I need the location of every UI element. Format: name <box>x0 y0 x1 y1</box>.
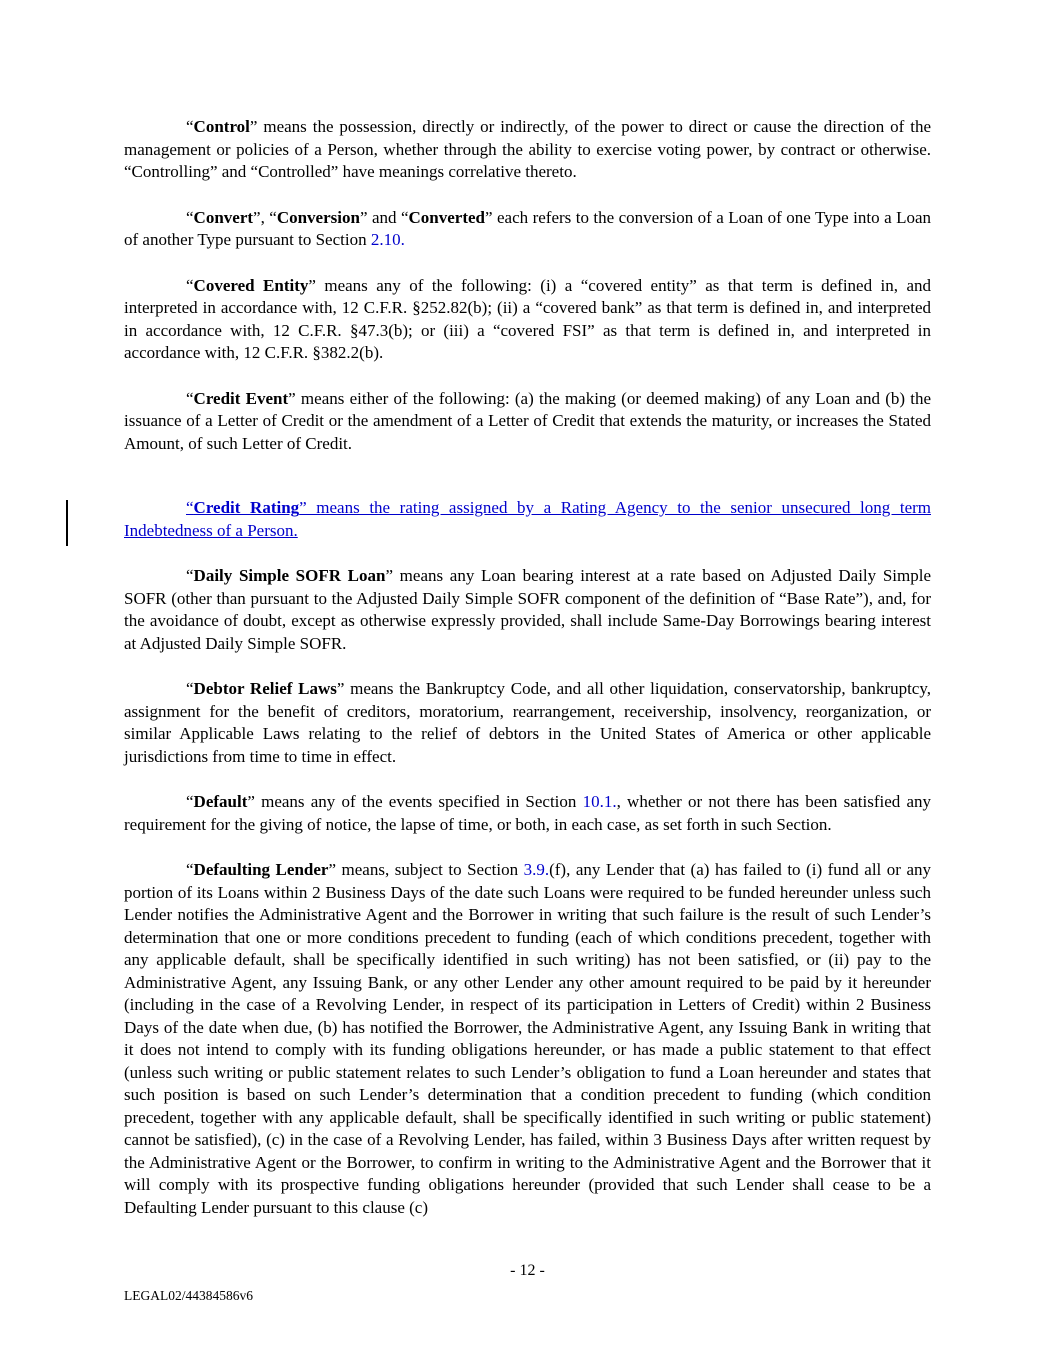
definition-credit-event <box>124 388 931 456</box>
text-run: ” means any of the following: (i) a “covered entity” as that term is defined in, and interpreted in accordance with, 12 C.F.R. §252.82(b); (ii) a “covered bank” as that term is defined in, and interpreted in accordance with, 12 C.F.R. §47.3(b); or (iii) a “covered FSI” as that term is defined in, and interpreted in accordance with, 12 C.F.R. §382.2(b). <box>124 275 931 362</box>
revision-change-bar <box>66 500 68 546</box>
definition-debtor-relief-laws <box>124 678 931 768</box>
text-run: (f), any Lender that (a) has failed to (i) fund all or any portion of its Loans within 2 Business Days of the date such Loans were required to be funded hereunder unless such Lender notifies the Administrative Agent and the Borrower in writing that such failure is the result of such Lender’s determination that one or more conditions precedent to funding (each of which conditions precedent, together with any applicable default, shall be specifically identified in such writing) has not been satisfied, or (ii) pay to the Administrative Agent, any Issuing Bank, or any other Lender any other amount required to be paid by it hereunder (including in the case of a Revolving Lender, in respect of its participation in Letters of Credit) within 2 Business Days of the date when due, (b) has notified the Borrower, the Administrative Agent, any Issuing Bank in writing that it does not intend to comply with its funding obligations hereunder, or has made a public statement to that effect (unless such writing or public statement relates to such Lender’s obligation to fund a Loan hereunder and states that such position is based on such Lender’s determination that a condition precedent to funding (which condition precedent, together with any applicable default, shall be specifically identified in such writing or public statement) cannot be satisfied), (c) in the case of a Revolving Lender, has failed, within 3 Business Days after written request by the Administrative Agent or the Borrower, to confirm in writing to the Administrative Agent and the Borrower that it will comply with its prospective funding obligations hereunder (provided that such Lender shall cease to be a Defaulting Lender pursuant to this clause (c) <box>124 860 932 1217</box>
text-run: ” means the Bankruptcy Code, and all other liquidation, conservatorship, bankruptcy, assignment for the benefit of creditors, moratorium, rearrangement, receivership, insolvency, reorganization, or similar Applicable Laws relating to the relief of debtors in the United States of America or other applicable jurisdictions from time to time in effect. <box>124 679 931 766</box>
section-cross-reference-link[interactable]: 3.9. <box>523 860 550 879</box>
text-run: ” each refers to the conversion of a Loan of one Type into a Loan of another Type pursuant to Section <box>124 207 931 249</box>
defined-term: Control <box>193 117 250 136</box>
defined-term: Defaulting Lender <box>193 860 329 879</box>
text-run: “ <box>186 860 194 879</box>
defined-term: Credit Rating <box>193 498 300 517</box>
defined-term: Credit Event <box>193 388 289 408</box>
page-number: - 12 - <box>510 1262 545 1279</box>
definition-convert <box>124 207 931 252</box>
definition-covered-entity <box>124 275 931 365</box>
definition-control <box>124 116 931 184</box>
text-run: ” means any Loan bearing interest at a rate based on Adjusted Daily Simple SOFR (other than pursuant to the Adjusted Daily Simple SOFR component of the definition of “Base Rate”), and, for the avoidance of doubt, except as otherwise expressly provided, shall include Same-Day Borrowings bearing interest at Adjusted Daily Simple SOFR. <box>124 566 931 653</box>
section-cross-reference-link[interactable]: 2.10. <box>370 230 405 249</box>
defined-term: Conversion <box>276 207 360 227</box>
text-run: ” means the rating assigned by a Rating Agency to the senior unsecured long term Indebtedness of a Person. <box>124 498 931 540</box>
definition-daily-simple-sofr-loan <box>124 565 931 655</box>
text-run: ” means, subject to Section <box>328 860 524 879</box>
defined-term: Debtor Relief Laws <box>193 679 337 698</box>
text-run: ”, “ <box>253 207 277 227</box>
text-run: “ <box>186 117 194 136</box>
defined-term: Converted <box>408 207 485 227</box>
definition-default <box>124 791 931 836</box>
document-body <box>124 116 931 1242</box>
defined-term: Covered Entity <box>193 275 309 295</box>
text-run: “ <box>186 566 194 585</box>
definition-credit-rating <box>124 497 931 542</box>
defined-term: Default <box>193 792 248 811</box>
text-run: “ <box>186 207 194 227</box>
definition-defaulting-lender <box>124 859 931 1219</box>
text-run: ” and “ <box>359 207 409 227</box>
defined-term: Convert <box>193 207 254 227</box>
text-run: “ <box>186 388 194 408</box>
text-run: , whether or not there has been satisfied any requirement for the giving of notice, the lapse of time, or both, in each case, as set forth in such Section. <box>124 792 931 834</box>
text-run: “ <box>186 275 194 295</box>
text-run: “ <box>186 792 194 811</box>
text-run: “ <box>186 679 194 698</box>
text-run: “ <box>186 498 194 517</box>
text-run: ” means any of the events specified in Section <box>247 792 583 811</box>
defined-term: Daily Simple SOFR Loan <box>193 566 386 585</box>
text-run: ” means the possession, directly or indirectly, of the power to direct or cause the direction of the management or policies of a Person, whether through the ability to exercise voting power, by contract or otherwise. “Controlling” and “Controlled” have meanings correlative thereto. <box>124 117 931 181</box>
footer-document-code: LEGAL02/44384586v6 <box>124 1288 253 1303</box>
section-cross-reference-link[interactable]: 10.1. <box>582 792 617 811</box>
text-run: ” means either of the following: (a) the making (or deemed making) of any Loan and (b) the issuance of a Letter of Credit or the amendment of a Letter of Credit that extends the maturity, or increases the Stated Amount, of such Letter of Credit. <box>124 388 932 453</box>
